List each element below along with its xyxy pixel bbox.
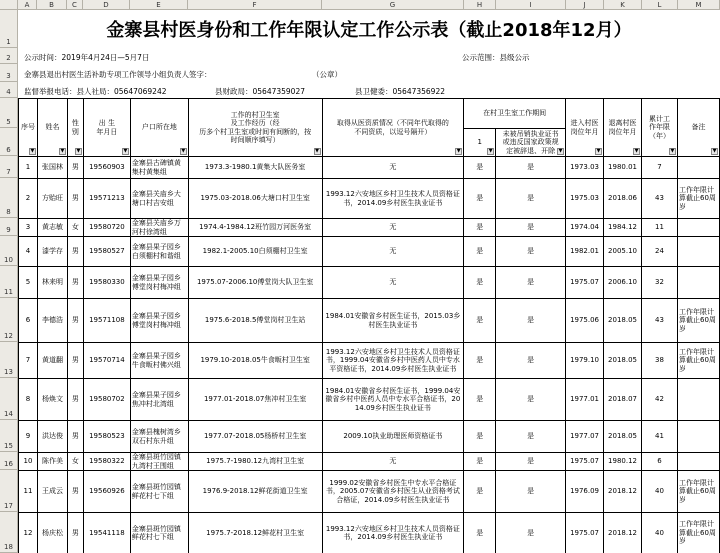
seq-cell[interactable]: 4: [19, 237, 38, 267]
table-row: [19, 379, 720, 421]
note-cell[interactable]: 工作年限计算截止60周岁: [677, 471, 719, 513]
hukou-cell[interactable]: 金寨县果子园乡傅堂岗村梅冲组: [130, 299, 188, 343]
table-row: [19, 237, 720, 267]
hukou-cell[interactable]: 金寨县槐树湾乡双石村东升组: [130, 421, 188, 453]
name-cell[interactable]: 杨焕文: [37, 379, 67, 421]
leave-date-cell[interactable]: 2018.05: [604, 343, 642, 379]
seal-label: （公章）: [312, 70, 342, 79]
finance-phone: 县财政局：05647359027: [215, 87, 305, 96]
leave-date-cell[interactable]: 2018.12: [604, 471, 642, 513]
header-status-group: 在村卫生室工作期间: [464, 99, 566, 129]
cert-cell[interactable]: 1984.01安徽省乡村医生证书，2015.03乡村医生执业证书: [322, 299, 464, 343]
row-header[interactable]: 4: [0, 82, 18, 98]
column-header-i[interactable]: I: [496, 0, 566, 10]
header-sex[interactable]: 性别 ▼: [67, 99, 83, 157]
sex-cell[interactable]: 女: [67, 219, 83, 237]
leave-date-cell[interactable]: 2018.12: [604, 513, 642, 553]
hukou-cell[interactable]: 金寨县斑竹园镇九湾村王围组: [130, 453, 188, 471]
report-phone: 监督举报电话：县人社局：05647069242: [24, 87, 167, 96]
filter-dropdown-icon[interactable]: ▼: [712, 148, 717, 154]
leave-date-cell[interactable]: 2018.05: [604, 299, 642, 343]
status-i-cell[interactable]: 是: [496, 379, 566, 421]
history-cell[interactable]: 1977.01-2018.07焦冲村卫生室: [188, 379, 322, 421]
birth-cell[interactable]: 19560926: [83, 471, 130, 513]
table-row: [19, 157, 720, 179]
years-cell[interactable]: 11: [642, 219, 678, 237]
years-cell[interactable]: 24: [642, 237, 678, 267]
history-cell[interactable]: 1975.7-1980.12九湾村卫生室: [188, 453, 322, 471]
status-i-cell[interactable]: 是: [496, 421, 566, 453]
header-seq[interactable]: 序号 ▼: [19, 99, 38, 157]
leave-date-cell[interactable]: 2005.10: [604, 237, 642, 267]
filter-dropdown-icon[interactable]: ▼: [60, 148, 65, 154]
table-row: [19, 343, 720, 379]
status-i-cell[interactable]: 是: [496, 179, 566, 219]
column-header-k[interactable]: K: [604, 0, 642, 10]
row-header[interactable]: 14: [0, 378, 18, 420]
name-cell[interactable]: 洪达俊: [37, 421, 67, 453]
filter-dropdown-icon[interactable]: ▼: [30, 148, 35, 154]
filter-dropdown-icon[interactable]: ▼: [123, 148, 128, 154]
status-h-cell[interactable]: 是: [464, 219, 496, 237]
column-header-m[interactable]: M: [678, 0, 720, 10]
header-leave[interactable]: 退离村医 岗位年月 ▼: [604, 99, 642, 157]
note-cell[interactable]: 工作年限计算截止60周岁: [677, 179, 719, 219]
enter-date-cell[interactable]: 1975.07: [566, 267, 604, 299]
table-row: [19, 471, 720, 513]
sex-cell[interactable]: 女: [67, 453, 83, 471]
status-h-cell[interactable]: 是: [464, 179, 496, 219]
status-i-cell[interactable]: 是: [496, 219, 566, 237]
years-cell[interactable]: 38: [642, 343, 678, 379]
sex-cell[interactable]: 男: [67, 157, 83, 179]
seq-cell[interactable]: 9: [19, 421, 38, 453]
health-phone: 县卫健委：05647356922: [355, 87, 445, 96]
note-cell[interactable]: 工作年限计算截止60周岁: [677, 343, 719, 379]
publicity-scope: 公示范围：县级公示: [462, 53, 530, 62]
status-i-cell[interactable]: 是: [496, 471, 566, 513]
filter-dropdown-icon[interactable]: ▼: [634, 148, 639, 154]
status-i-cell[interactable]: 是: [496, 299, 566, 343]
seq-cell[interactable]: 8: [19, 379, 38, 421]
sex-cell[interactable]: 男: [67, 343, 83, 379]
note-cell[interactable]: 工作年限计算截止60周岁: [677, 299, 719, 343]
note-cell[interactable]: [677, 421, 719, 453]
name-cell[interactable]: 陈作美: [37, 453, 67, 471]
note-cell[interactable]: [677, 219, 719, 237]
seq-cell[interactable]: 12: [19, 513, 38, 553]
column-header-bar: [0, 0, 720, 10]
history-cell[interactable]: 1974.4-1984.12班竹园万河医务室: [188, 219, 322, 237]
seq-cell[interactable]: 2: [19, 179, 38, 219]
header-birth[interactable]: 出 生 年月日 ▼: [83, 99, 130, 157]
select-all-corner[interactable]: [0, 0, 18, 10]
history-cell[interactable]: 1975.07-2006.10傅堂岗大队卫生室: [188, 267, 322, 299]
years-cell[interactable]: 7: [642, 157, 678, 179]
status-h-cell[interactable]: 是: [464, 421, 496, 453]
status-h-cell[interactable]: 是: [464, 453, 496, 471]
history-cell[interactable]: 1973.3-1980.1黄集大队医务室: [188, 157, 322, 179]
cert-cell[interactable]: 无: [322, 157, 464, 179]
column-header-l[interactable]: L: [642, 0, 678, 10]
years-cell[interactable]: 41: [642, 421, 678, 453]
header-status-i[interactable]: 未被吊销执业证书 或违反国家政策规 定被辞退、开除 ▼: [496, 129, 566, 157]
column-header-f[interactable]: F: [188, 0, 322, 10]
cert-cell[interactable]: 无: [322, 237, 464, 267]
note-cell[interactable]: [677, 453, 719, 471]
filter-dropdown-icon[interactable]: ▼: [558, 148, 563, 154]
years-cell[interactable]: 40: [642, 471, 678, 513]
status-h-cell[interactable]: 是: [464, 267, 496, 299]
status-h-cell[interactable]: 是: [464, 471, 496, 513]
sheet-title: 金寨县村医身份和工作年限认定工作公示表（截止2018年12月）: [106, 20, 632, 41]
sex-cell[interactable]: 男: [67, 379, 83, 421]
row-header[interactable]: 6: [0, 128, 18, 156]
sex-cell[interactable]: 男: [67, 237, 83, 267]
header-enter[interactable]: 进入村医 岗位年月 ▼: [566, 99, 604, 157]
enter-date-cell[interactable]: 1982.01: [566, 237, 604, 267]
column-header-a[interactable]: A: [18, 0, 37, 10]
birth-cell[interactable]: 19580720: [83, 219, 130, 237]
header-name[interactable]: 姓名 ▼: [37, 99, 67, 157]
cert-cell[interactable]: 1993.12六安地区乡村卫生技术人员资格证书，1999.04安徽省乡村中医药人员中专水平资格证书，2014.09乡村医生执业证书: [322, 343, 464, 379]
seq-cell[interactable]: 7: [19, 343, 38, 379]
status-i-cell[interactable]: 是: [496, 513, 566, 553]
years-cell[interactable]: 43: [642, 179, 678, 219]
publicity-time: 公示时间：2019年4月24日—5月7日: [24, 53, 150, 62]
note-cell[interactable]: [677, 157, 719, 179]
leave-date-cell[interactable]: 2018.07: [604, 379, 642, 421]
history-cell[interactable]: 1975.6-2018.5傅堂岗村卫生站: [188, 299, 322, 343]
enter-date-cell[interactable]: 1977.07: [566, 421, 604, 453]
birth-cell[interactable]: 19580322: [83, 453, 130, 471]
header-hukou[interactable]: 户口所在地 ▼: [130, 99, 188, 157]
status-h-cell[interactable]: 是: [464, 299, 496, 343]
cert-cell[interactable]: 1984.01安徽省乡村医生证书，1999.04安徽省乡村中医药人员中专水平合格证书，2014.09乡村医生执业证书: [322, 379, 464, 421]
table-row: [19, 421, 720, 453]
row-header[interactable]: 16: [0, 452, 18, 470]
birth-cell[interactable]: 19560903: [83, 157, 130, 179]
enter-date-cell[interactable]: 1975.07: [566, 513, 604, 553]
header-history[interactable]: 工作的村卫生室 及工作经历（经 历多个村卫生室或时间有间断的，按 时间顺序填写） ▼: [188, 99, 322, 157]
enter-date-cell[interactable]: 1977.01: [566, 379, 604, 421]
leave-date-cell[interactable]: 1984.12: [604, 219, 642, 237]
years-cell[interactable]: 42: [642, 379, 678, 421]
sex-cell[interactable]: 男: [67, 471, 83, 513]
row-header[interactable]: 10: [0, 236, 18, 266]
status-h-cell[interactable]: 是: [464, 343, 496, 379]
row-header[interactable]: 7: [0, 156, 18, 178]
seq-cell[interactable]: 6: [19, 299, 38, 343]
row-header[interactable]: 5: [0, 98, 18, 128]
seq-cell[interactable]: 11: [19, 471, 38, 513]
name-cell[interactable]: 李德浩: [37, 299, 67, 343]
name-cell[interactable]: 黄志敏: [37, 219, 67, 237]
seq-cell[interactable]: 5: [19, 267, 38, 299]
header-years[interactable]: 累计工 作年限 （年） ▼: [642, 99, 678, 157]
birth-cell[interactable]: 19570714: [83, 343, 130, 379]
status-h-cell[interactable]: 是: [464, 379, 496, 421]
birth-cell[interactable]: 19580702: [83, 379, 130, 421]
status-i-cell[interactable]: 是: [496, 343, 566, 379]
name-cell[interactable]: 漆学存: [37, 237, 67, 267]
row-header[interactable]: 12: [0, 298, 18, 342]
row-header[interactable]: 8: [0, 178, 18, 218]
signer-line: 金寨县退出村医生活补助专项工作领导小组负责人签字：: [24, 70, 212, 79]
history-cell[interactable]: 1979.10-2018.05牛食畈村卫生室: [188, 343, 322, 379]
sex-cell[interactable]: 男: [67, 267, 83, 299]
birth-cell[interactable]: 19541118: [83, 513, 130, 553]
enter-date-cell[interactable]: 1973.03: [566, 157, 604, 179]
hukou-cell[interactable]: 金寨县古碑镇黄集村黄集组: [130, 157, 188, 179]
leave-date-cell[interactable]: 2018.06: [604, 179, 642, 219]
table-row: [19, 299, 720, 343]
data-table: [18, 98, 720, 553]
header-status-h[interactable]: 1 ▼: [464, 129, 496, 157]
table-row: [19, 453, 720, 471]
seq-cell[interactable]: 1: [19, 157, 38, 179]
birth-cell[interactable]: 19571108: [83, 299, 130, 343]
column-header-d[interactable]: D: [83, 0, 130, 10]
leave-date-cell[interactable]: 2018.05: [604, 421, 642, 453]
row-header[interactable]: 1: [0, 10, 18, 48]
history-cell[interactable]: 1975.03-2018.06大塘口村卫生室: [188, 179, 322, 219]
row-header[interactable]: 9: [0, 218, 18, 236]
header-row: [19, 99, 720, 129]
note-cell[interactable]: [677, 267, 719, 299]
leave-date-cell[interactable]: 1980.01: [604, 157, 642, 179]
table-row: [19, 219, 720, 237]
column-header-e[interactable]: E: [130, 0, 188, 10]
enter-date-cell[interactable]: 1974.04: [566, 219, 604, 237]
cert-cell[interactable]: 1993.12六安地区乡村卫生技术人员资格证书，2014.09乡村医生执业证书: [322, 179, 464, 219]
status-i-cell[interactable]: 是: [496, 453, 566, 471]
status-h-cell[interactable]: 是: [464, 513, 496, 553]
status-h-cell[interactable]: 是: [464, 237, 496, 267]
filter-dropdown-icon[interactable]: ▼: [456, 148, 461, 154]
filter-dropdown-icon[interactable]: ▼: [315, 148, 319, 154]
filter-dropdown-icon[interactable]: ▼: [76, 148, 81, 154]
sex-cell[interactable]: 男: [67, 299, 83, 343]
table-row: [19, 267, 720, 299]
column-header-h[interactable]: H: [464, 0, 496, 10]
row-header[interactable]: 11: [0, 266, 18, 298]
row-header[interactable]: 2: [0, 48, 18, 64]
sex-cell[interactable]: 男: [67, 421, 83, 453]
name-cell[interactable]: 杨庆松: [37, 513, 67, 553]
enter-date-cell[interactable]: 1975.07: [566, 453, 604, 471]
seq-cell[interactable]: 3: [19, 219, 38, 237]
filter-dropdown-icon[interactable]: ▼: [181, 148, 186, 154]
enter-date-cell[interactable]: 1976.09: [566, 471, 604, 513]
enter-date-cell[interactable]: 1979.10: [566, 343, 604, 379]
years-cell[interactable]: 6: [642, 453, 678, 471]
table-row: [19, 513, 720, 553]
hukou-cell[interactable]: 金寨县果子园乡牛食畈村佛兴组: [130, 343, 188, 379]
hukou-cell[interactable]: 金寨县关庙乡万河村徐湾组: [130, 219, 188, 237]
leave-date-cell[interactable]: 2006.10: [604, 267, 642, 299]
status-i-cell[interactable]: 是: [496, 237, 566, 267]
cert-cell[interactable]: 1999.02安徽省乡村医生中专水平合格证书，2005.07安徽省乡村医生从业资格考试合格证，2014.09乡村医生执业证书: [322, 471, 464, 513]
birth-cell[interactable]: 19580330: [83, 267, 130, 299]
column-header-b[interactable]: B: [37, 0, 67, 10]
name-cell[interactable]: 王成云: [37, 471, 67, 513]
birth-cell[interactable]: 19580523: [83, 421, 130, 453]
years-cell[interactable]: 40: [642, 513, 678, 553]
years-cell[interactable]: 32: [642, 267, 678, 299]
hukou-cell[interactable]: 金寨县果子园乡白须棚村和谐组: [130, 237, 188, 267]
cert-cell[interactable]: 无: [322, 219, 464, 237]
row-header[interactable]: 17: [0, 470, 18, 512]
name-cell[interactable]: 方贻旺: [37, 179, 67, 219]
cert-cell[interactable]: 1993.12六安地区乡村卫生技术人员资格证书，2014.09乡村医生执业证书: [322, 513, 464, 553]
hukou-cell[interactable]: 金寨县斑竹园镇鲜花村七下组: [130, 471, 188, 513]
enter-date-cell[interactable]: 1975.06: [566, 299, 604, 343]
hukou-cell[interactable]: 金寨县果子园乡傅堂岗村梅冲组: [130, 267, 188, 299]
enter-date-cell[interactable]: 1975.03: [566, 179, 604, 219]
name-cell[interactable]: 张国林: [37, 157, 67, 179]
header-note[interactable]: 备注 ▼: [677, 99, 719, 157]
status-h-cell[interactable]: 是: [464, 157, 496, 179]
hukou-cell[interactable]: 金寨县果子园乡焦冲村北湾组: [130, 379, 188, 421]
birth-cell[interactable]: 19571213: [83, 179, 130, 219]
name-cell[interactable]: 黄道翻: [37, 343, 67, 379]
hukou-cell[interactable]: 金寨县关庙乡大塘口村吉安组: [130, 179, 188, 219]
note-cell[interactable]: [677, 379, 719, 421]
history-cell[interactable]: 1976.9-2018.12鲜花街道卫生室: [188, 471, 322, 513]
cert-cell[interactable]: 无: [322, 453, 464, 471]
row-header[interactable]: 3: [0, 64, 18, 82]
history-cell[interactable]: 1975.7-2018.12鲜花村卫生室: [188, 513, 322, 553]
filter-dropdown-icon[interactable]: ▼: [670, 148, 675, 154]
cert-cell[interactable]: 2009.10执业助理医师资格证书: [322, 421, 464, 453]
column-header-c[interactable]: C: [67, 0, 83, 10]
note-cell[interactable]: 工作年限计算截止60周岁: [677, 513, 719, 553]
note-cell[interactable]: [677, 237, 719, 267]
history-cell[interactable]: 1982.1-2005.10白须棚村卫生室: [188, 237, 322, 267]
filter-dropdown-icon[interactable]: ▼: [596, 148, 601, 154]
row-header[interactable]: 18: [0, 512, 18, 553]
header-cert[interactable]: 取得从医资质情况（不同年代取得的 不同资质，以逗号隔开） ▼: [322, 99, 464, 157]
leave-date-cell[interactable]: 1980.12: [604, 453, 642, 471]
row-header[interactable]: 15: [0, 420, 18, 452]
sex-cell[interactable]: 男: [67, 513, 83, 553]
cert-cell[interactable]: 无: [322, 267, 464, 299]
column-header-g[interactable]: G: [322, 0, 464, 10]
status-i-cell[interactable]: 是: [496, 157, 566, 179]
sex-cell[interactable]: 男: [67, 179, 83, 219]
seq-cell[interactable]: 10: [19, 453, 38, 471]
filter-dropdown-icon[interactable]: ▼: [488, 148, 493, 154]
birth-cell[interactable]: 19580527: [83, 237, 130, 267]
column-header-j[interactable]: J: [566, 0, 604, 10]
name-cell[interactable]: 林来明: [37, 267, 67, 299]
row-header[interactable]: 13: [0, 342, 18, 378]
table-row: [19, 179, 720, 219]
years-cell[interactable]: 43: [642, 299, 678, 343]
hukou-cell[interactable]: 金寨县斑竹园镇鲜花村七下组: [130, 513, 188, 553]
history-cell[interactable]: 1977.07-2018.05杨桥村卫生室: [188, 421, 322, 453]
status-i-cell[interactable]: 是: [496, 267, 566, 299]
